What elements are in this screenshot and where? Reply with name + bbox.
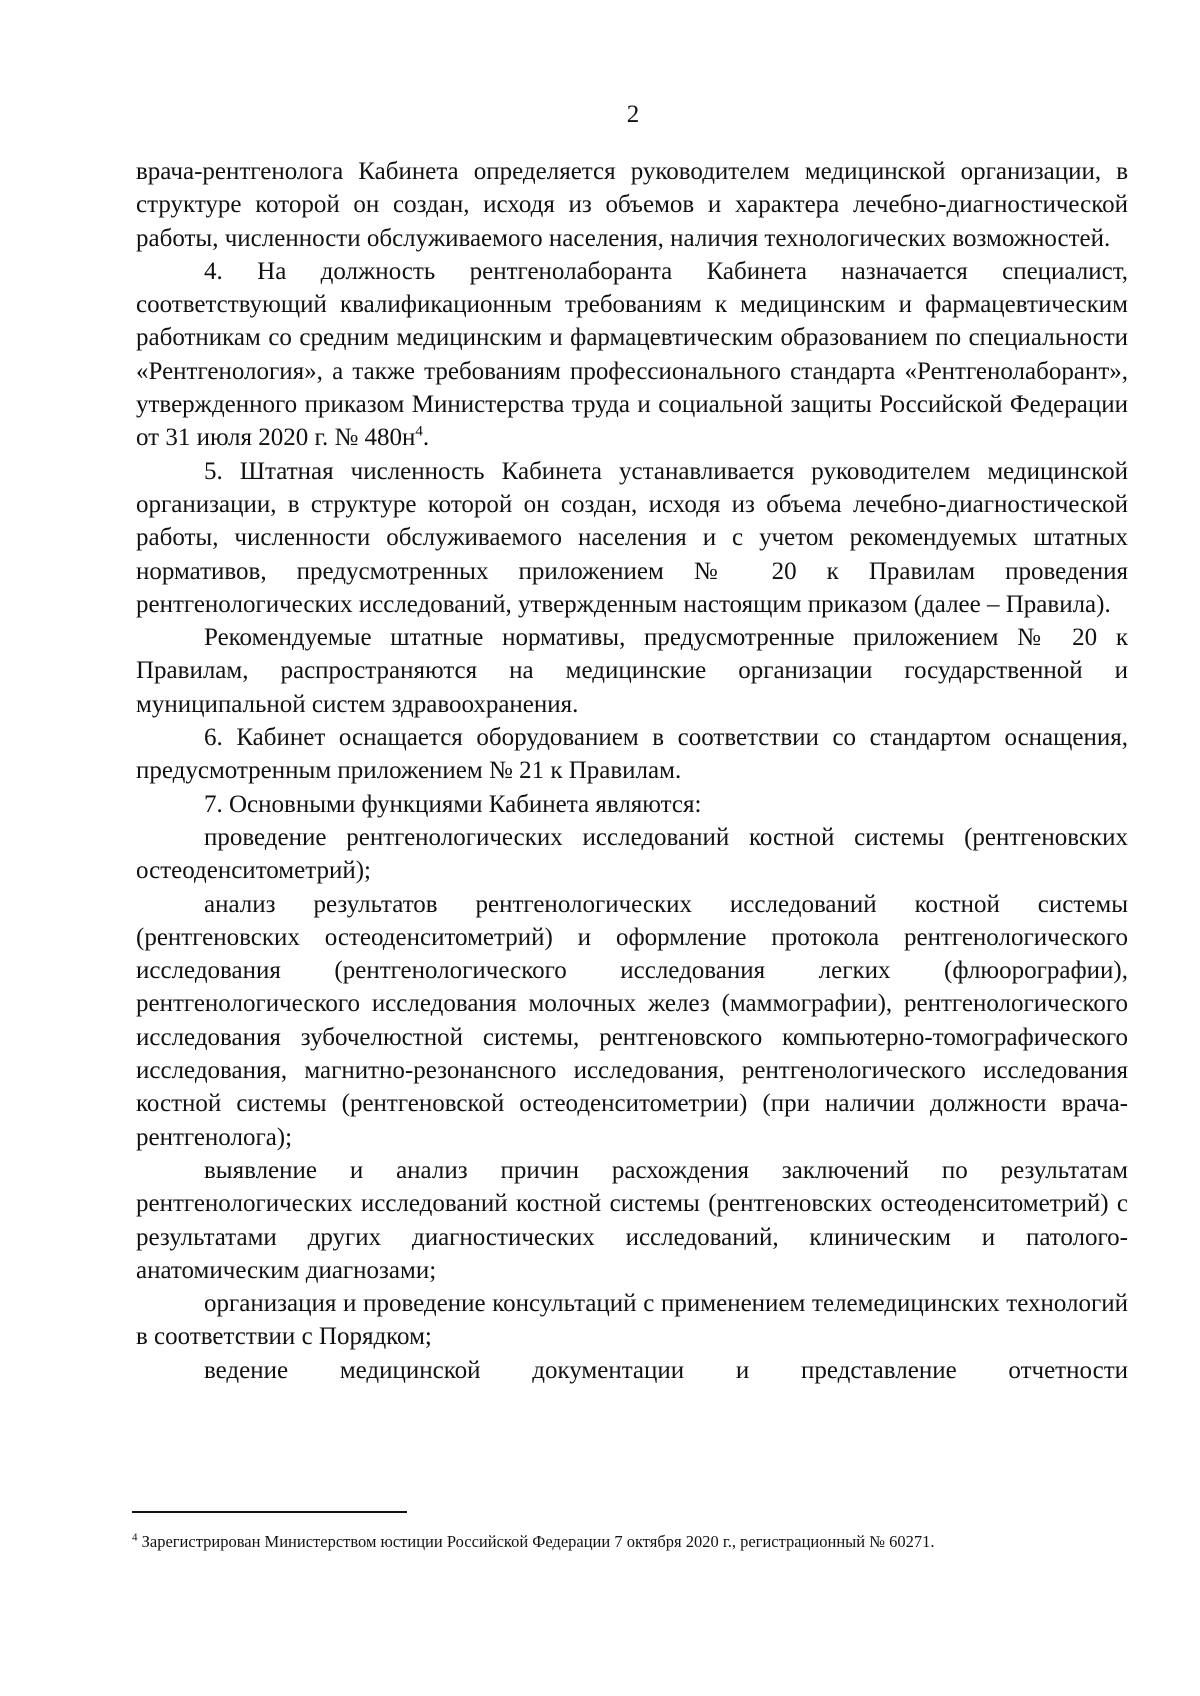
paragraph-staff-norms: Рекомендуемые штатные нормативы, предусмотренные приложением № 20 к Правилам, распространяются на медицинские организации государственной и муниципальной систем здравоохранения. [136, 624, 1128, 718]
function-item: организация и проведение консультаций с применением телемедицинских технологий в соответствии с Порядком; [136, 1290, 1128, 1351]
paragraph-item-4 [136, 255, 1128, 455]
function-item: ведение медицинской документации и представление отчетности [204, 1356, 1128, 1384]
footnote-marker: 4 [132, 1531, 138, 1544]
paragraph-suffix: . [422, 424, 430, 452]
paragraph-continuation: врача-рентгенолога Кабинета определяется руководителем медицинской организации, в структуре которой он создан, исходя из объемов и характера лечебно-диагностической работы, численности обслуживаемого населения, наличия технологических возможностей. [136, 158, 1128, 252]
paragraph-item-5: 5. Штатная численность Кабинета устанавливается руководителем медицинской организации, в структуре которой он создан, исходя из объема лечебно-диагностической работы, численности обслуживаемого населения и с учетом рекомендуемых штатных нормативов, предусмотренных приложением № 20 к Правилам проведения рентгенологических исследований, утвержденным настоящим приказом (далее – Правила). [136, 457, 1128, 618]
footnote-divider [132, 1511, 407, 1513]
function-item: проведение рентгенологических исследований костной системы (рентгеновских остеоденситометрий); [136, 823, 1128, 885]
paragraph-item-6: 6. Кабинет оснащается оборудованием в соответствии со стандартом оснащения, предусмотренным приложением № 21 к Правилам. [136, 724, 1128, 785]
body-text [136, 155, 1128, 1387]
footnote-text: Зарегистрирован Министерством юстиции Российской Федерации 7 октября 2020 г., регистрационный № 60271. [137, 1532, 935, 1551]
paragraph-text: 4. На должность рентгенолаборанта Кабинета назначается специалист, соответствующий квалификационным требованиям к медицинским и фармацевтическим работникам со средним медицинским и фармацевтическим образованием по специальности «Рентгенология», а также требованиям профессионального стандарта «Рентгенолаборант», утвержденного приказом Министерства труда и социальной защиты Российской Федерации от 31 июля 2020 г. № 480н [136, 257, 1128, 452]
function-item: анализ результатов рентгенологических исследований костной системы (рентгеновских остеоденситометрий) и оформление протокола рентгенологического исследования (рентгенологического исследования легких (флюорографии), рентгенологического исследования молочных желез (маммографии), рентгенологического исследования зубочелюстной системы, рентгеновского компьютерно-томографического исследования, магнитно-резонансного исследования, рентгенологического исследования костной системы (рентгеновской остеоденситометрии) (при наличии должности врача-рентгенолога); [136, 890, 1128, 1151]
paragraph-item-7: 7. Основными функциями Кабинета являются: [204, 790, 702, 818]
footnote [132, 1531, 1132, 1553]
page-number: 2 [626, 101, 640, 128]
function-item: выявление и анализ причин расхождения заключений по результатам рентгенологических исследований костной системы (рентгеновских остеоденситометрий) с результатами других диагностических исследований, клиническим и патолого-анатомическим диагнозами; [136, 1156, 1128, 1284]
footnote-reference: 4 [415, 424, 423, 441]
